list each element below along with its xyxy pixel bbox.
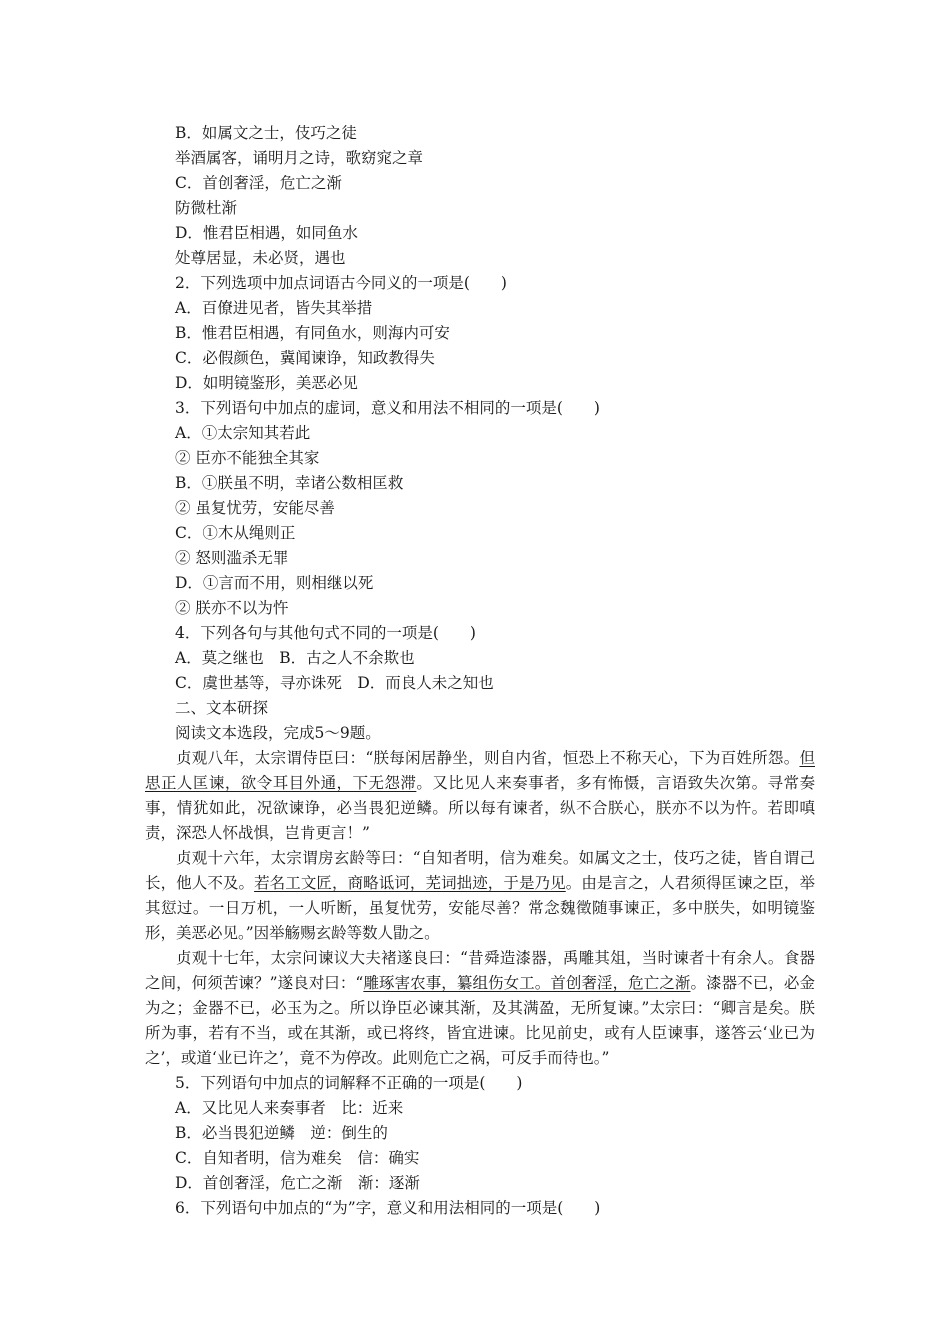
question-4: 4．下列各句与其他句式不同的一项是( ): [175, 624, 476, 642]
option-line: D．首创奢淫，危亡之渐 渐：逐渐: [175, 1174, 420, 1192]
option-line: D．①言而不用，则相继以死: [175, 574, 374, 592]
option-line: A．百僚进见者，皆失其举措: [175, 299, 373, 317]
option-line: C．首创奢淫，危亡之渐: [175, 174, 342, 192]
reading-instruction: 阅读文本选段，完成5～9题。: [175, 724, 381, 742]
passage-paragraph-2: 贞观十六年，太宗谓房玄龄等曰：“自知者明，信为难矣。如属文之士，伎巧之徒，皆自谓己长，他人不及。若名工文匠，商略诋诃，芜词拙迹，于是乃见。由是言之，人君须得匡谏之臣，举其愆过。一日万机，一人听断，虽复忧劳，安能尽善？常念魏徵随事谏正，多中朕失，如明镜鉴形，美恶必见。”因举觞赐玄龄等数人勖之。: [145, 849, 815, 942]
question-5: 5．下列语句中加点的词解释不正确的一项是( ): [175, 1074, 523, 1092]
questions-block-2: [145, 1071, 815, 1221]
underlined-sentence: 但思正人匡谏，欲令耳目外通，下无怨滞: [145, 749, 815, 792]
option-line: C．①木从绳则正: [175, 524, 296, 542]
passage-paragraph-3: 贞观十七年，太宗问谏议大夫褚遂良曰：“昔舜造漆器，禹雕其俎，当时谏者十有余人。食器之间，何须苦谏？”遂良对曰：“雕琢害农事，纂组伤女工。首创奢淫，危亡之渐。漆器不已，必金为之；金器不已，必玉为之。所以诤臣必谏其渐，及其满盈，无所复谏。”太宗曰：“卿言是矣。朕所为事，若有不当，或在其渐，或已将终，皆宜进谏。比见前史，或有人臣谏事，遂答云‘业已为之’，或道‘业已许之’，竟不为停改。此则危亡之祸，可反手而待也。”: [145, 949, 815, 1067]
option-line: A．①太宗知其若此: [175, 424, 311, 442]
option-line: 处尊居显，未必贤，遇也: [175, 249, 346, 267]
option-line: D．如明镜鉴形，美恶必见: [175, 374, 358, 392]
option-line: ② 虽复忧劳，安能尽善: [175, 499, 335, 517]
question-3: 3．下列语句中加点的虚词，意义和用法不相同的一项是( ): [175, 399, 600, 417]
questions-block-1: [145, 271, 815, 696]
question-6: 6．下列语句中加点的“为”字，意义和用法相同的一项是( ): [175, 1199, 601, 1217]
underlined-sentence: 雕琢害农事，纂组伤女工。首创奢淫，危亡之渐: [363, 974, 691, 992]
option-line: A．又比见人来奏事者 比：近来: [175, 1099, 404, 1117]
option-line: 防微杜渐: [175, 199, 238, 217]
option-line: 举酒属客，诵明月之诗，歌窈窕之章: [175, 149, 424, 167]
option-line: C．自知者明，信为难矣 信：确实: [175, 1149, 420, 1167]
option-line: ② 臣亦不能独全其家: [175, 449, 320, 467]
options-block-1: [145, 121, 815, 271]
section-heading: 二、文本研探: [175, 699, 269, 717]
document-body: [145, 121, 815, 1221]
underlined-sentence: 若名工文匠，商略诋诃，芜词拙迹，于是乃见: [254, 874, 566, 892]
option-line: ② 怒则滥杀无罪: [175, 549, 289, 567]
question-2: 2．下列选项中加点词语古今同义的一项是( ): [175, 274, 507, 292]
option-line: B．如属文之士，伎巧之徒: [175, 124, 357, 142]
option-line: B．惟君臣相遇，有同鱼水，则海内可安: [175, 324, 450, 342]
option-line: B．必当畏犯逆鳞 逆：倒生的: [175, 1124, 388, 1142]
option-line: C．必假颜色，冀闻谏诤，知政教得失: [175, 349, 435, 367]
passage-paragraph-1: 贞观八年，太宗谓侍臣曰：“朕每闲居静坐，则自内省，恒恐上不称天心，下为百姓所怨。但思正人匡谏，欲令耳目外通，下无怨滞。又比见人来奏事者，多有怖慑，言语致失次第。寻常奏事，情犹如此，况欲谏诤，必当畏犯逆鳞。所以每有谏者，纵不合朕心，朕亦不以为忤。若即嗔责，深恐人怀战惧，岂肯更言！”: [145, 749, 815, 842]
option-line: ② 朕亦不以为忤: [175, 599, 289, 617]
option-line: D．惟君臣相遇，如同鱼水: [175, 224, 358, 242]
option-line: B．①朕虽不明，幸诸公数相匡救: [175, 474, 404, 492]
option-line: A．莫之继也 B．古之人不余欺也: [175, 649, 415, 667]
option-line: C．虞世基等，寻亦诛死 D．而良人未之知也: [175, 674, 494, 692]
